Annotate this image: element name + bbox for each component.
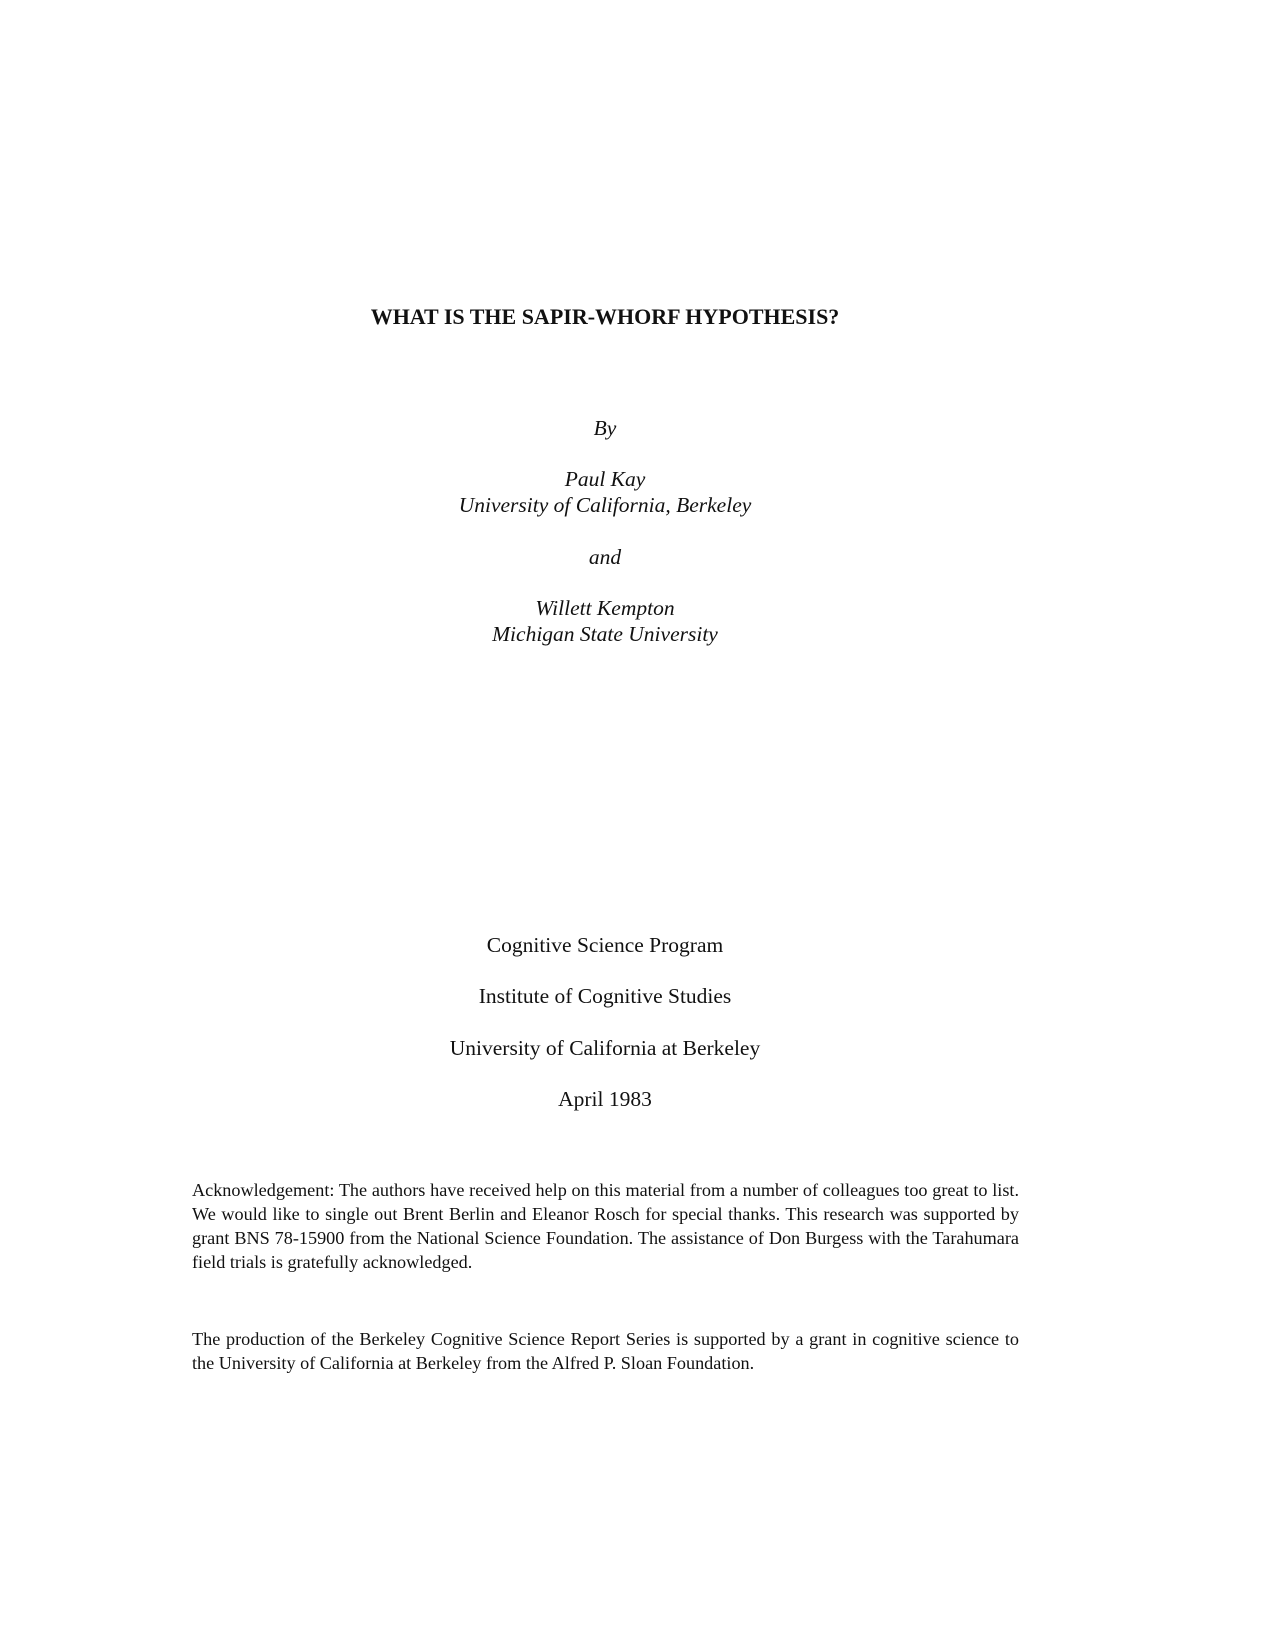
publication-date: April 1983: [558, 1087, 652, 1111]
author-name-2: Willett Kempton: [535, 596, 675, 620]
author-affiliation-1: University of California, Berkeley: [458, 493, 752, 517]
institute-name: Institute of Cognitive Studies: [478, 984, 732, 1008]
program-name: Cognitive Science Program: [486, 933, 724, 957]
university-name: University of California at Berkeley: [449, 1036, 761, 1060]
author-name-1: Paul Kay: [564, 467, 646, 491]
document-title: WHAT IS THE SAPIR-WHORF HYPOTHESIS?: [370, 304, 840, 329]
author-affiliation-2: Michigan State University: [492, 622, 718, 646]
acknowledgement-paragraph: Acknowledgement: The authors have received help on this material from a number of colleagues too great to list. We would like to single out Brent Berlin and Eleanor Rosch for special thanks. This research was supported by grant BNS 78-15900 from the National Science Foundation. The assistance of Don Burgess with the Tarahumara field trials is gratefully acknowledged.: [192, 1180, 1019, 1272]
funding-note-paragraph: The production of the Berkeley Cognitive Science Report Series is supported by a grant in cognitive science to the University of California at Berkeley from the Alfred P. Sloan Foundation.: [192, 1329, 1019, 1373]
by-label: By: [593, 416, 617, 440]
and-label: and: [588, 545, 622, 569]
